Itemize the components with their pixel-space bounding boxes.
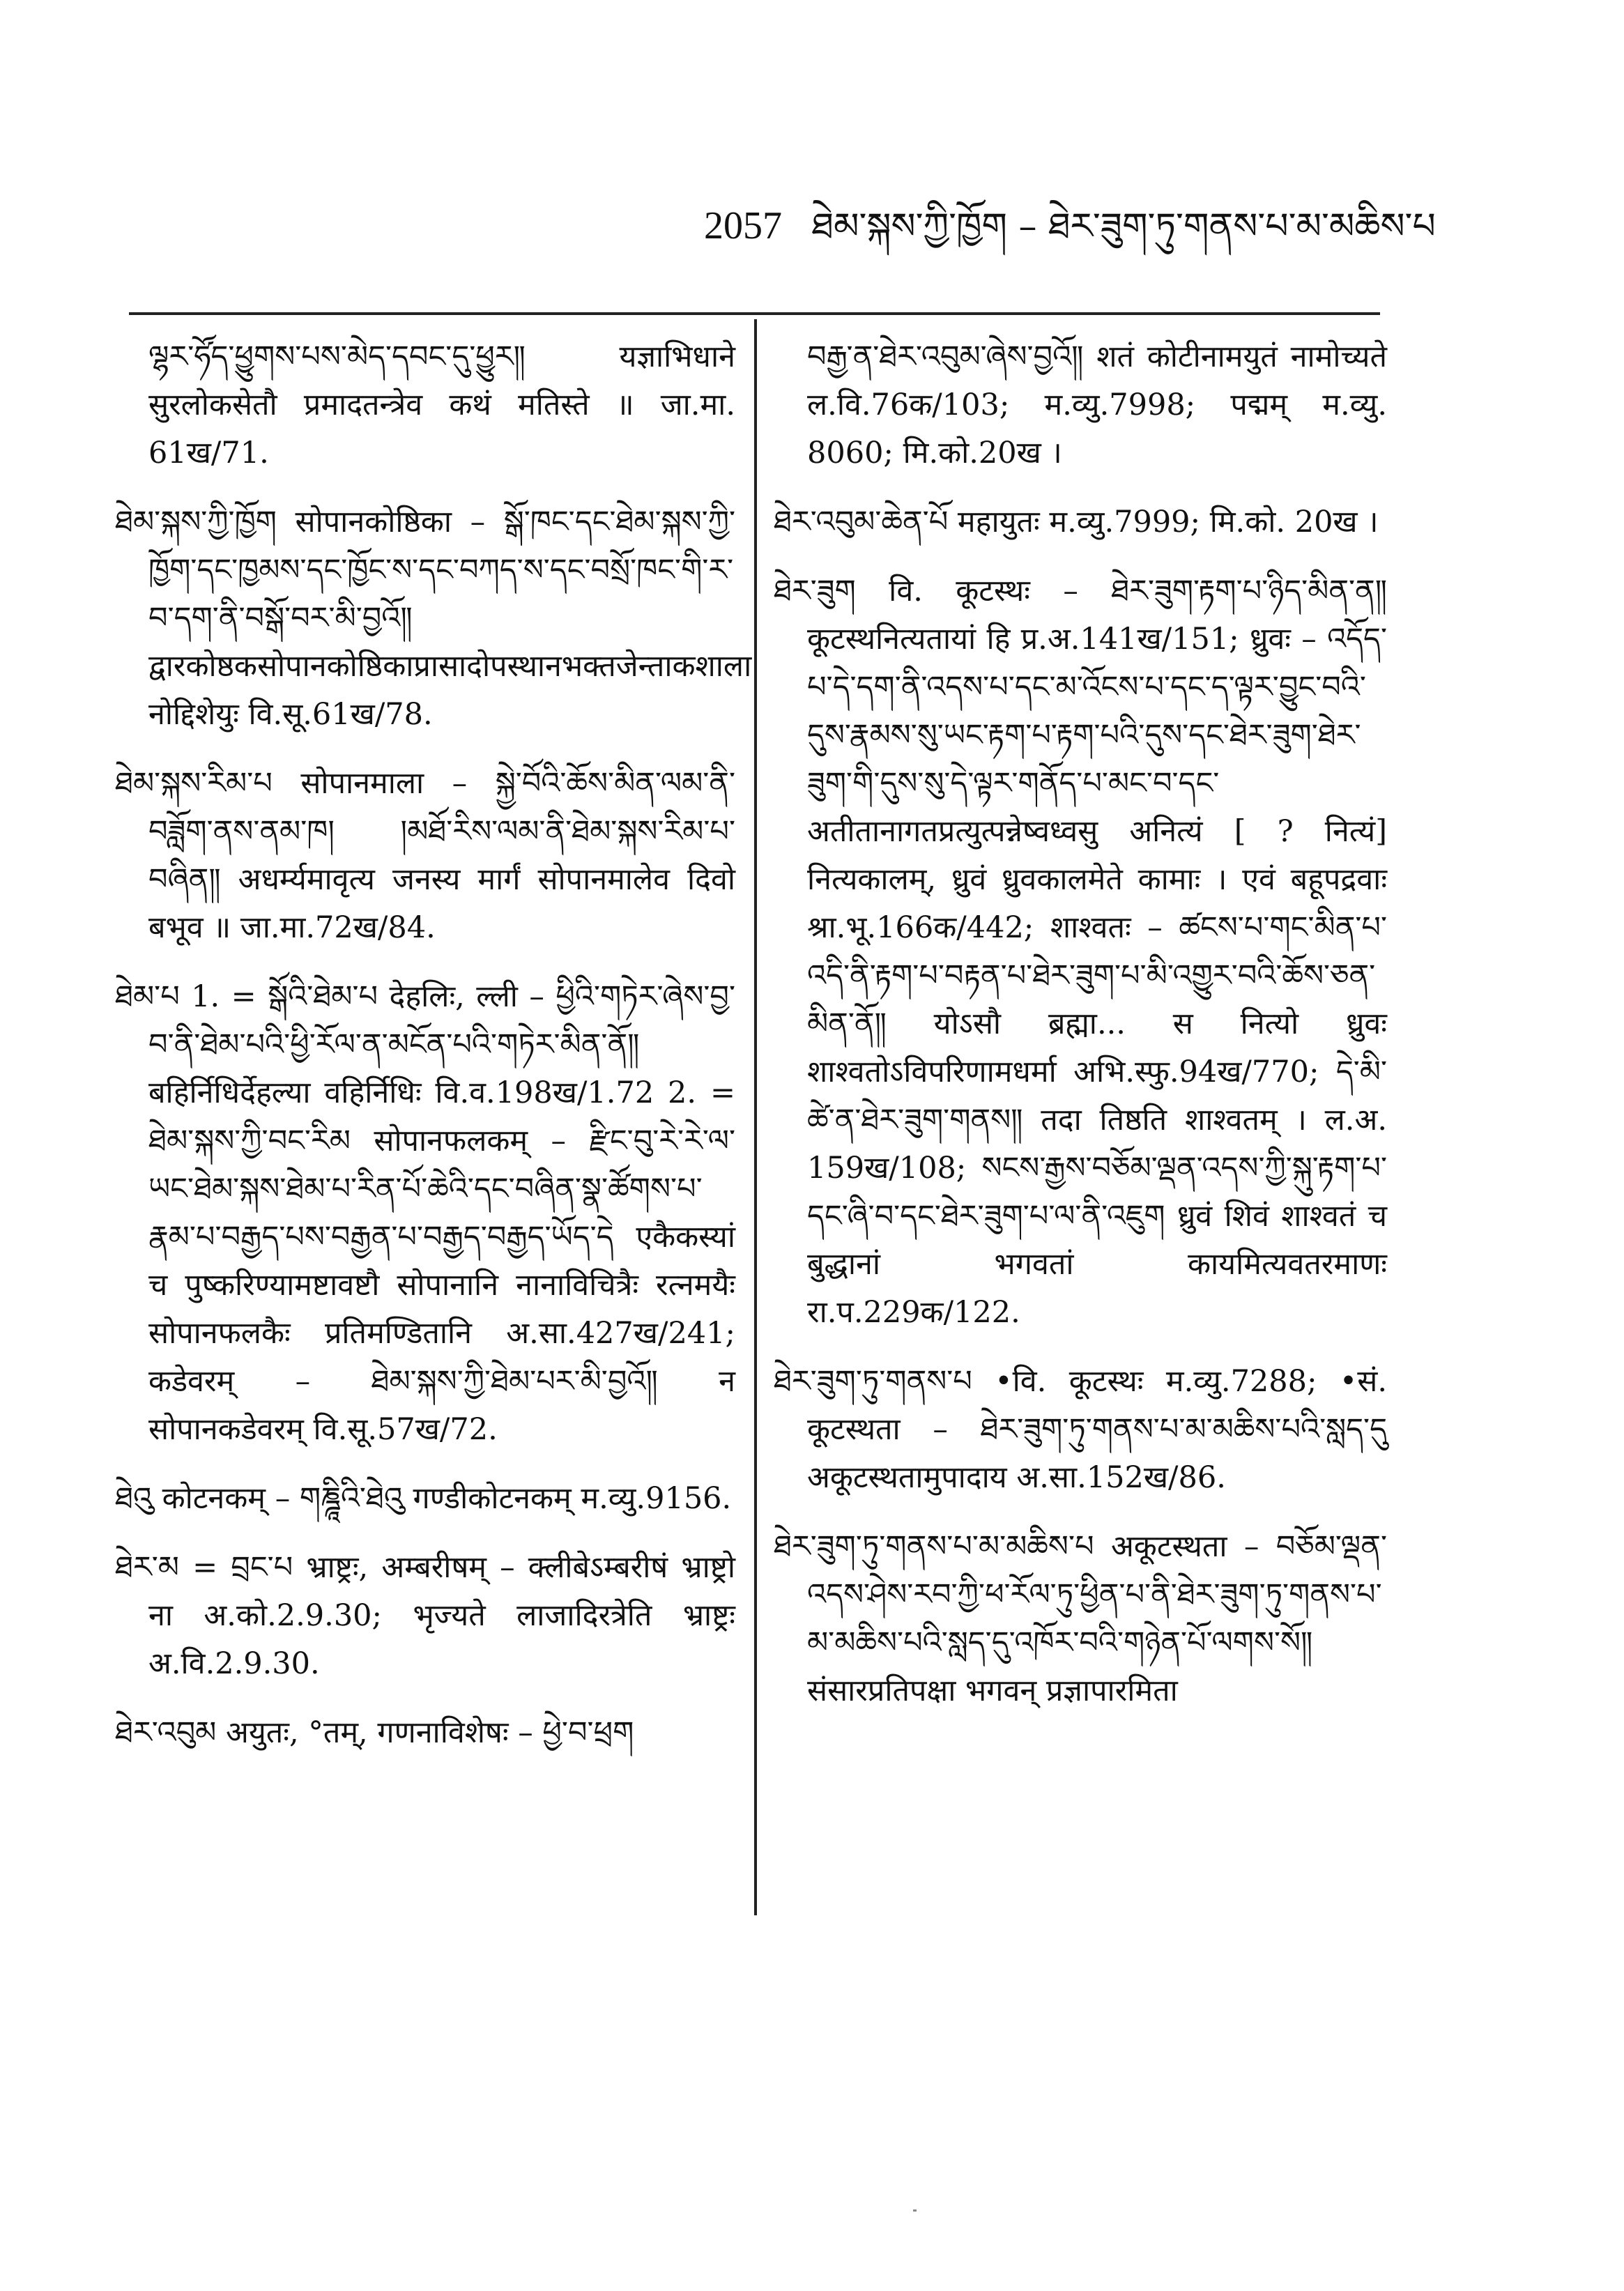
- scan-speck: [913, 2209, 917, 2212]
- header-rule: [129, 312, 1380, 315]
- dictionary-entry: ཐེམ་པ 1. = སྒོའི་ཐེམ་པ देहलिः, ल्ली – ཕྱིའི་གཏེར་ཞེས་བྱ་བ་ནི་ཐེམ་པའི་ཕྱི་རོལ་ན་མངོན་པའི་གཏེར་མིན་ནོ༎ बहिर्निधिर्देहल्या वहिर्निधिः वि.व.198ख/1.72 2. = ཐེམ་སྐས་ཀྱི་བང་རིམ सोपानफलकम् – རྫིང་བུ་རེ་རེ་ལ་ཡང་ཐེམ་སྐས་ཐེམ་པ་རིན་པོ་ཆེའི་དང་བཞིན་སྣ་ཚོགས་པ་རྣམ་པ་བརྒྱད་པས་བརྒྱན་པ་བརྒྱད་བརྒྱད་ཡོད་དེ एकैकस्यां च पुष्करिण्यामष्टावष्टौ सोपानानि नानाविचित्रैः रत्नमयैः सोपानफलकैः प्रतिमण्डितानि अ.सा.427ख/241; कडेवरम् – ཐེམ་སྐས་ཀྱི་ཐེམ་པར་མི་བྱའོ༎ न सोपानकडेवरम् वि.सू.57ख/72.: [115, 979, 735, 1447]
- dictionary-entry: ཐེམ་སྐས་ཀྱི་ཁྱོག सोपानकोष्ठिका – སྒོ་ཁང་དང་ཐེམ་སྐས་ཀྱི་ཁྱོག་དང་ཁྱམས་དང་ཁྱོང་ས་དང་བཀད་ས་དང་བསྲོ་ཁང་གི་ར་བ་དག་ནི་བསྒོ་བར་མི་བྱའོ༎ द्वारकोष्ठकसोपानकोष्ठिकाप्रासादोपस्थानभक्तजेन्ताकशाला नोद्दिशेयुः वि.सू.61ख/78.: [115, 505, 752, 732]
- dictionary-entry: ཐེར་ཟུག वि. कूटस्थः – ཐེར་ཟུག་རྟག་པ་ཉིད་མིན་ན༎ कूटस्थनित्यतायां हि प्र.अ.141ख/151; ध्रुवः – འདོད་པ་དེ་དག་ནི་འདས་པ་དང་མ་འོངས་པ་དང་ད་ལྟར་བྱུང་བའི་དུས་རྣམས་སུ་ཡང་རྟག་པ་རྟག་པའི་དུས་དང་ཐེར་ཟུག་ཐེར་ཟུག་གི་དུས་སུ་དེ་ལྟར་གནོད་པ་མང་བ་དང་ अतीतानागतप्रत्युत्पन्नेष्वध्वसु अनित्यं [ ? नित्यं] नित्यकालम्, ध्रुवं ध्रुवकालमेते कामाः । एवं बहूपद्रवाः श्रा.भू.166क/442; शाश्वतः – ཚངས་པ་གང་མིན་པ་འདི་ནི་རྟག་པ་བརྟན་པ་ཐེར་ཟུག་པ་མི་འགྱུར་བའི་ཆོས་ཅན་མིན་ནོ༎ योऽसौ ब्रह्मा... स नित्यो ध्रुवः शाश्वतोऽविपरिणामधर्मा अभि.स्फु.94ख/770; དེ་མི་ཚེ་ན་ཐེར་ཟུག་གནས༎ तदा तिष्ठति शाश्वतम् । ल.अ. 159ख/108; སངས་རྒྱས་བཅོམ་ལྡན་འདས་ཀྱི་སྐུ་རྟག་པ་དང་ཞི་བ་དང་ཐེར་ཟུག་པ་ལ་ནི་འཇུག ध्रुवं शिवं शाश्वतं च बुद्धानां भगवतां कायमित्यवतरमाणः रा.प.229क/122.: [774, 574, 1387, 1330]
- dictionary-entry: ཐེར་འབུམ་ཆེན་པོ महायुतः म.व्यु.7999; मि.को. 20ख ।: [774, 505, 1379, 539]
- dictionary-entry: ཐེར་མ = བྲང་པ भ्राष्ट्रः, अम्बरीषम् – क्लीबेऽम्बरीषं भ्राष्ट्रो ना अ.को.2.9.30; भृज्यते लाजादिरत्रेति भ्राष्ट्रः अ.वि.2.9.30.: [115, 1550, 735, 1681]
- header-range: ཐེམ་སྐས་ཀྱི་ཁྱོག – ཐེར་ཟུག་ཏུ་གནས་པ་མ་མཆིས་པ: [811, 206, 1436, 247]
- dictionary-entry: ཐེར་ཟུག་ཏུ་གནས་པ་མ་མཆིས་པ अकूटस्थता – བཅོམ་ལྡན་འདས་ཤེས་རབ་ཀྱི་ཕ་རོལ་ཏུ་ཕྱིན་པ་ནི་ཐེར་ཟུག་ཏུ་གནས་པ་མ་མཆིས་པའི་སླད་དུ་འཁོར་བའི་གཉེན་པོ་ལགས་སོ༎ संसारप्रतिपक्षा भगवन् प्रज्ञापारमिता: [774, 1529, 1387, 1708]
- dictionary-entry: བརྒྱ་ན་ཐེར་འབུམ་ཞེས་བྱའོ༎ शतं कोटीनामयुतं नामोच्यते ल.वि.76क/103; म.व्यु.7998; पद्मम् म.व्यु. 8060; मि.को.20ख ।: [807, 339, 1387, 470]
- column-divider: [754, 319, 757, 1915]
- dictionary-entry: ཐེར་འབུམ अयुतः, °तम्, गणनाविशेषः – ཕྱེ་བ་ཕྲག: [115, 1715, 634, 1750]
- right-column: [774, 333, 1387, 1736]
- running-header: [704, 206, 1471, 245]
- dictionary-entry: ཐེམ་སྐས་རིམ་པ सोपानमाला – སྐྱེ་བོའི་ཆོས་མིན་ལམ་ནི་བཟློག་ནས་ནམ་ཁ། །མཐོ་རིས་ལམ་ནི་ཐེམ་སྐས་རིམ་པ་བཞིན༎ अधर्म्यमावृत्य जनस्य मार्गं सोपानमालेव दिवो बभूव ॥ जा.मा.72ख/84.: [115, 766, 735, 945]
- dictionary-entry: ལྷར་ཧོ༹ད་ཕྱུགས་པས་མེད་དབང་དུ་ཕྱུར༎ यज्ञाभिधाने सुरलोकसेतौ प्रमादतन्त्रेव कथं मतिस्ते ॥ जा.मा. 61ख/71.: [148, 339, 735, 470]
- dictionary-entry: ཐེའུ कोटनकम् – གཎྜཱིའི་ཐེའུ गण्डीकोटनकम् म.व्यु.9156.: [115, 1481, 732, 1516]
- left-column: [115, 333, 752, 1778]
- dictionary-entry: ཐེར་ཟུག་ཏུ་གནས་པ •वि. कूटस्थः म.व्यु.7288; •सं. कूटस्थता – ཐེར་ཟུག་ཏུ་གནས་པ་མ་མཆིས་པའི་སླད་དུ अकूटस्थतामुपादाय अ.सा.152ख/86.: [774, 1364, 1387, 1495]
- page-number: 2057: [704, 204, 782, 247]
